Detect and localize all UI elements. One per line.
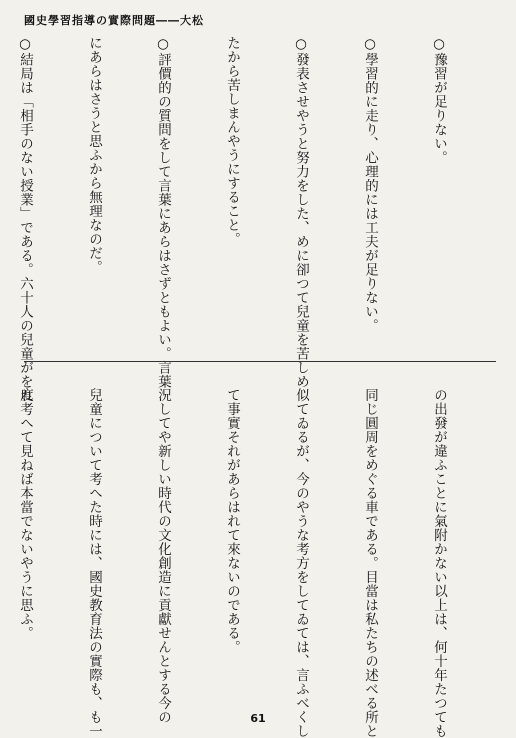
text-line: ○評價的の質問をして言葉にあらはさずともよい。言葉 xyxy=(155,36,171,389)
text-line: たから苦しまんやうにすること。 xyxy=(224,36,240,246)
upper-text-block xyxy=(17,36,496,403)
text-line: て事實それがあらはれて來ないのである。 xyxy=(224,388,240,654)
text-line: の出發が違ふことに氣附かない以上は、何十年たつても xyxy=(431,388,447,738)
text-line: 度考へて見ねば本當でないやうに思ふ。 xyxy=(17,388,33,640)
text-line: 況してや新しい時代の文化創造に貢獻せんとする今の xyxy=(155,388,171,724)
text-line: 似てゐるが、今のやうな考方をしてゐては、言ふべくし xyxy=(293,388,309,738)
running-head: 國史學習指導の實際問題――大松 xyxy=(24,14,204,27)
text-line: ○結局は「相手のない授業」である。六十人の兒童がをれ xyxy=(17,36,33,403)
text-line: ○發表させやうと努力をした、めに卻つて兒童を苦しめ xyxy=(293,36,309,389)
page-number: 61 xyxy=(250,712,266,725)
section-divider xyxy=(24,361,496,362)
text-line: にあらはさうと思ふから無理なのだ。 xyxy=(86,36,102,274)
text-line: ○學習的に走り、心理的には工夫が足りない。 xyxy=(362,36,378,333)
text-line: ○豫習が足りない。 xyxy=(431,36,447,165)
text-line: 同じ圓周をめぐる車である。目當は私たちの述べる所と xyxy=(362,388,378,738)
text-line: 兒童について考へた時には、國史教育法の實際も、も一 xyxy=(86,388,102,738)
